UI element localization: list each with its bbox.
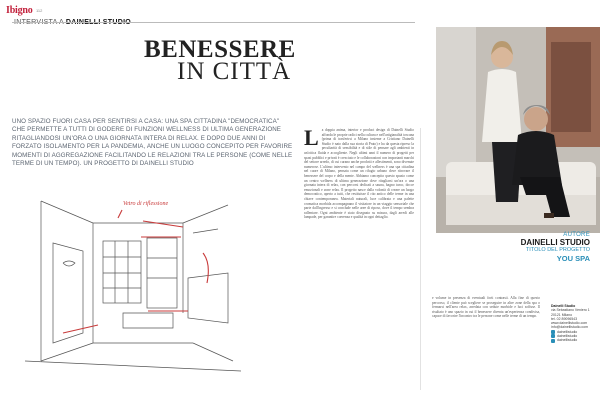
contact-title: Dainelli Studio [551,304,576,308]
column-1-text: a doppia anima, interior e product design di Dainelli Studio affonda le proprie radici nella cultura e nell'artigianalità toscana (prima di trasferirsi a Milano insieme a Cristiano Dainelli Studio è nato dalla sua storia di Prato) e ha da questa ripreso la peculiarità di sensibilità e di stile di pensare agli ambienti in un'ottica fluida e accogliente. Negli ultimi anni il numero di progetti per spazi pubblici e privati è cresciuto e le collaborazioni con importanti marchi del settore arredo, di cui curano anche prodotti e allestimenti, sono divenute numerose. L'ultimo intervento nel campo del wellness è una spa cittadina nel cuore di Milano, pensata come un rifugio urbano dove ritrovare il benessere del corpo e della mente. Abbiamo concepito questo spazio come un centro wellness di ultima generazione dove ritagliarsi un'ora o una giornata intera di relax, con percorsi dedicati a sauna, bagno turco, docce emozionali e zone relax. Il progetto nasce dalla volontà di creare un luogo democratico, aperto a tutti, che restituisse il rito antico delle terme in una chiave contemporanea. Materiali naturali, luce calibrata e una palette cromatica morbida accompagnano il visitatore in un viaggio sensoriale che parte dall'ingresso e si conclude nelle aree di riposo, dove il tempo sembra rallentare. Ogni ambiente è stato disegnato su misura, dagli arredi alle lampade, per garantire coerenza e qualità in ogni dettaglio. [304,128,414,220]
contact-line: tel. 02 89096543 [551,316,578,321]
contact-box [551,304,595,343]
photo-caption [494,232,590,263]
article-deck: UNO SPAZIO FUORI CASA PER SENTIRSI A CASA: UNA SPA CITTADINA "DEMOCRATICA" CHE PERMETTE A TUTTI DI GODERE DI FUNZIONI WELLNESS DI ULTIMA GENERAZIONE RITAGLIANDOSI UN'ORA O UNA GIORNATA INTERA DI RELAX. E DOPO DUE ANNI DI FORZATO ISOLAMENTO PER LA PANDEMIA, ANCHE UN LUOGO CONCEPITO PER FAVORIRE MOMENTI DI AGGREGAZIONE FACILITANDO LE RELAZIONI TRA LE PERSONE (COME NELLE TERME DI UN TEMPO). UN PROGETTO DI DAINELLI STUDIO [12,118,293,168]
article-column-1 [304,128,414,386]
caption-project-name: YOU SPA [556,254,590,263]
column-gutter [420,128,421,390]
social-instagram[interactable]: dainellistudio [551,334,595,338]
magazine-logo: Ibigno [6,5,33,16]
header-divider [12,22,415,23]
social-facebook[interactable]: dainellistudio [551,330,595,334]
caption-author: DAINELLI STUDIO [520,238,590,247]
linkedin-icon [551,339,555,343]
contact-line: via Sebastiano Veniero 1 [551,308,590,313]
architectural-sketch [23,183,243,375]
contact-link[interactable]: www.dainellistudio.com [551,321,588,326]
social-linkedin[interactable]: dainellistudio [551,338,595,342]
headline-line2: IN CITTÀ [177,58,292,85]
article-column-2: e volume in presenza di eventuali forti contrasti. Alla fine di questo percorso, il cliente può scegliere se proseguire in altre zone della spa o fermarsi nell'area relax, arredata con sedute morbide e luci soffuse. Il risultato è uno spazio in cui il benessere diventa un'esperienza condivisa, capace di favorire l'incontro tra le persone come nelle terme di un tempo. [432,296,540,319]
contact-email[interactable]: info@dainellistudio.com [551,325,589,330]
contact-line: 20121 Milano [551,312,573,317]
caption-label: AUTORE [563,232,590,238]
headline-line1: BENESSERE [144,36,296,63]
instagram-icon [551,334,555,338]
designers-portrait-photo [436,27,600,233]
caption-project-label: TITOLO DEL PROGETTO [525,247,590,253]
sketch-annotation: Vetro di riflessione [123,201,169,207]
page-number: 112 [36,8,43,13]
drop-cap: L [304,128,319,150]
